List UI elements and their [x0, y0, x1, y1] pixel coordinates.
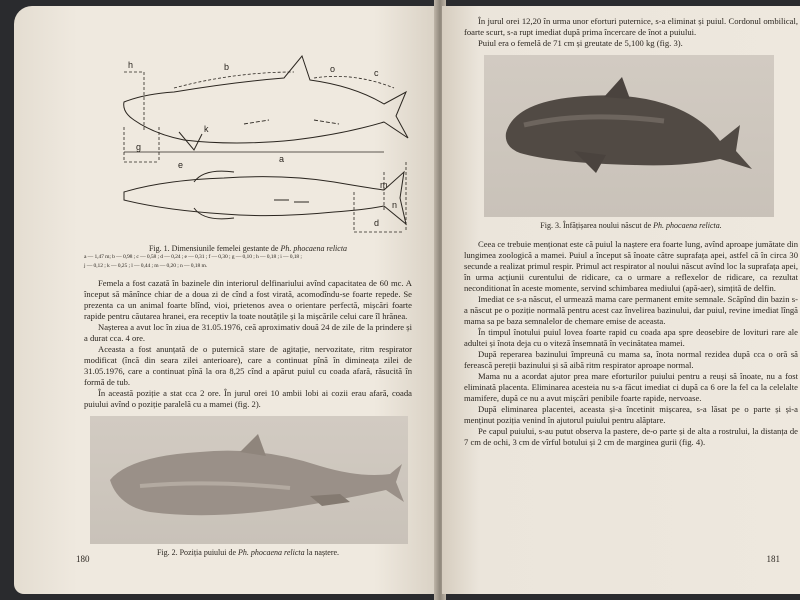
- figure-2-caption-species: Ph. phocaena relicta: [238, 548, 305, 557]
- right-paragraph-1: Ceea ce trebuie menționat este că puiul la naștere era foarte lung, avînd aproape jumătate din lungimea zoologică a mamei. Puiul a început să înoate către suprafața apei, astfel că în circa 30 secunde a realizat primul respir. Primul act respirator al noului născut avînd loc la suprafața apei, în urma acțiunii curentului de ridicare, ca o urmare a reflexelor de ridicare, ca rezultat neconditionat în aceste momente, servind schimbarea mediului (apă-aer), simțită de delfin.: [464, 239, 798, 293]
- figure-1-dolphin-diagram: [84, 42, 414, 242]
- figure-2-caption-text: Poziția puiului de: [179, 548, 237, 557]
- diagram-label-o: o: [330, 64, 336, 74]
- figure-3-caption-prefix: Fig. 3.: [540, 221, 561, 230]
- figure-2-caption: [84, 548, 412, 558]
- diagram-label-h: h: [128, 60, 134, 70]
- left-paragraph-4: În această poziție a stat cca 2 ore. În jurul orei 10 ambii lobi ai cozii erau afară, coada puiului avînd o poziție paralelă cu a mamei (fig. 2).: [84, 388, 412, 409]
- open-book: [14, 0, 800, 600]
- left-paragraph-3: Aceasta a fost anunțată de o puternică stare de agitație, nervozitate, ritm respirator modificat (încă din seara zilei anterioare), care a continuat pînă în dimineața zilei de 31.05.1976, care a continuat pînă la ora 8,25 cînd a apărut puiul cu coada afară, răsucită în formă de tub.: [84, 344, 412, 387]
- figure-3-caption: [464, 221, 798, 231]
- right-top-paragraph-1: În jurul orei 12,20 în urma unor eforturi puternice, s-a eliminat și puiul. Cordonul ombilical, foarte scurt, s-a rupt imediat după prima încercare de înot a puiului.: [464, 16, 798, 37]
- left-paragraph-2: Nașterea a avut loc în ziua de 31.05.1976, ceă aproximativ două 24 de zile de la prindere și a durat cca. 4 ore.: [84, 322, 412, 343]
- diagram-label-c: c: [374, 68, 379, 78]
- right-top-paragraph-2: Puiul era o femelă de 71 cm și greutate de 5,100 kg (fig. 3).: [478, 38, 683, 48]
- right-paragraph-7: Pe capul puiului, s-au putut observa la pastere, de-o parte și de alta a rostrului, la distanța de 7 cm de ochi, 3 cm de vîrful botului și 2 cm de marginea gurii (fig. 4).: [464, 426, 798, 447]
- diagram-label-g: g: [136, 142, 142, 152]
- figure-2-photo: [90, 416, 408, 544]
- diagram-label-n: n: [392, 200, 398, 210]
- figure-2-caption-suffix: la naștere.: [306, 548, 340, 557]
- diagram-label-k: k: [204, 124, 209, 134]
- right-page: [442, 6, 800, 594]
- diagram-label-m: m: [380, 180, 388, 190]
- diagram-label-d: d: [374, 218, 380, 228]
- newborn-porpoise-photo: [484, 55, 774, 217]
- diagram-label-b: b: [224, 62, 230, 72]
- right-paragraph-6: După eliminarea placentei, aceasta și-a încetinit mișcarea, s-a lăsat pe o parte și și-a menținut poziția venind în ajutorul puiului pentru alăptare.: [464, 404, 798, 425]
- figure-2-caption-prefix: Fig. 2.: [156, 548, 178, 557]
- figure-1-measurements-1: a — 1,47 m; b — 0,98 ; c — 0,58 ; d — 0,24 ; e — 0,31 ; f — 0,30 ; g — 0,10 ; h — 0,18 ; i — 0,18 ;: [84, 254, 302, 260]
- left-paragraph-1: Femela a fost cazată în bazinele din interiorul delfinariului avînd capacitatea de 60 mc. A început să mănînce chiar de a doua zi de cînd a fost virată, acomodîndu-se foarte repede. Se prezenta ca un animal foarte blînd, vioi, prietenos avea o orientare perfectă, mișcări foarte rapide pentru căutarea hranei, era receptiv la toate noutățile și la mișcările celui care îl hrănea.: [84, 278, 412, 321]
- right-paragraph-3: În timpul înotului puiul lovea foarte rapid cu coada apa spre deosebire de lovituri rare ale adultei și înota deja cu o viteză însemnată în vecinătatea mamei.: [464, 327, 798, 348]
- figure-3-caption-species: Ph. phocaena relicta.: [653, 221, 722, 230]
- right-paragraph-5: Mama nu a acordat ajutor prea mare eforturilor puiului pentru a reuși să înoate, nu a fost eliminată placenta. Eliminarea acesteia nu s-a făcut imediat ci după ca 6 ore la fel ca la celelalte mamifere, după ce nu a avut mișcări penibile foarte rapide, nervoase.: [464, 371, 798, 403]
- figure-1-measurements-2: j — 0,12 ; k — 0,25 ; l — 0,44 ; m — 0,20 ; n — 0,18 m.: [84, 263, 208, 269]
- figure-3-photo: [484, 55, 774, 217]
- right-paragraph-2: Imediat ce s-a născut, el urmează mama care permanent emite semnale. Scăpînd din bazin s-a născut pe o poziție normală pentru acest caz învelirea bazinului, dar puiul, revine imediat lîngă mama sa pe baza semnalelor de chemare emise de aceasta.: [464, 294, 798, 326]
- figure-1-caption-prefix: Fig. 1.: [148, 244, 170, 253]
- figure-3-caption-text: Înfățișarea noului născut de: [562, 221, 652, 230]
- right-paragraph-4: După reperarea bazinului împreună cu mama sa, înota normal rezidea după cca o oră să ferească pereții bazinului și să aibă ritm respirator aproape normal.: [464, 349, 798, 370]
- page-number-left: 180: [76, 554, 90, 564]
- diagram-label-e: e: [178, 160, 184, 170]
- figure-1-caption: [84, 244, 412, 254]
- diagram-label-a: a: [279, 154, 285, 164]
- figure-1-caption-species: Ph. phocaena relicta: [280, 244, 348, 253]
- dolphin-birth-photo: [90, 416, 408, 544]
- left-page: [14, 6, 438, 594]
- dolphin-measurement-diagram: [84, 42, 414, 242]
- figure-1-caption-text: Dimensiunile femelei gestante de: [171, 244, 279, 253]
- page-number-right: 181: [766, 554, 780, 564]
